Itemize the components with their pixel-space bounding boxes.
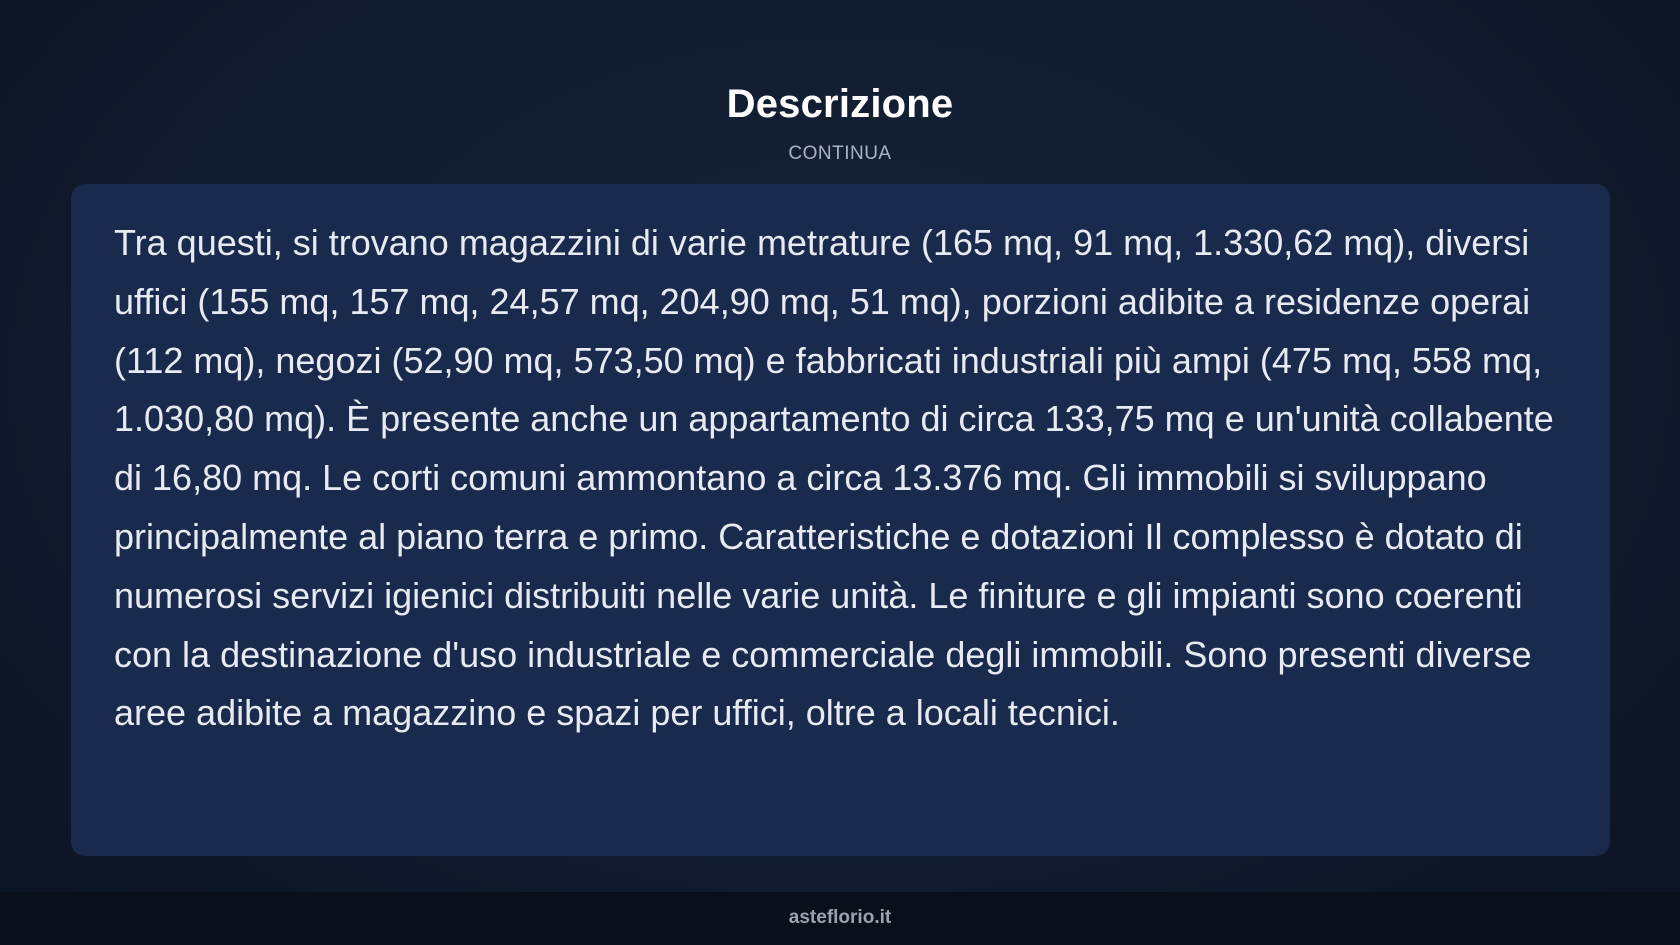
page-subtitle: CONTINUA (788, 143, 892, 164)
footer-site-label: asteflorio.it (788, 907, 892, 928)
description-card (71, 184, 1610, 856)
page-header (0, 78, 1680, 166)
footer (0, 892, 1680, 945)
description-text: Tra questi, si trovano magazzini di varie metrature (165 mq, 91 mq, 1.330,62 mq), diversi uffici (155 mq, 157 mq, 24,57 mq, 204,90 mq, 51 mq), porzioni adibite a residenze operai (112 mq), negozi (52,90 mq, 573,50 mq) e fabbricati industriali più ampi (475 mq, 558 mq, 1.030,80 mq). È presente anche un appartamento di circa 133,75 mq e un'unità collabente di 16,80 mq. Le corti comuni ammontano a circa 13.376 mq. Gli immobili si sviluppano principalmente al piano terra e primo. Caratteristiche e dotazioni Il complesso è dotato di numerosi servizi igienici distribuiti nelle varie unità. Le finiture e gli impianti sono coerenti con la destinazione d'uso industriale e commerciale degli immobili. Sono presenti diverse aree adibite a magazzino e spazi per uffici, oltre a locali tecnici. (114, 222, 1554, 734)
page-title: Descrizione (726, 82, 954, 126)
